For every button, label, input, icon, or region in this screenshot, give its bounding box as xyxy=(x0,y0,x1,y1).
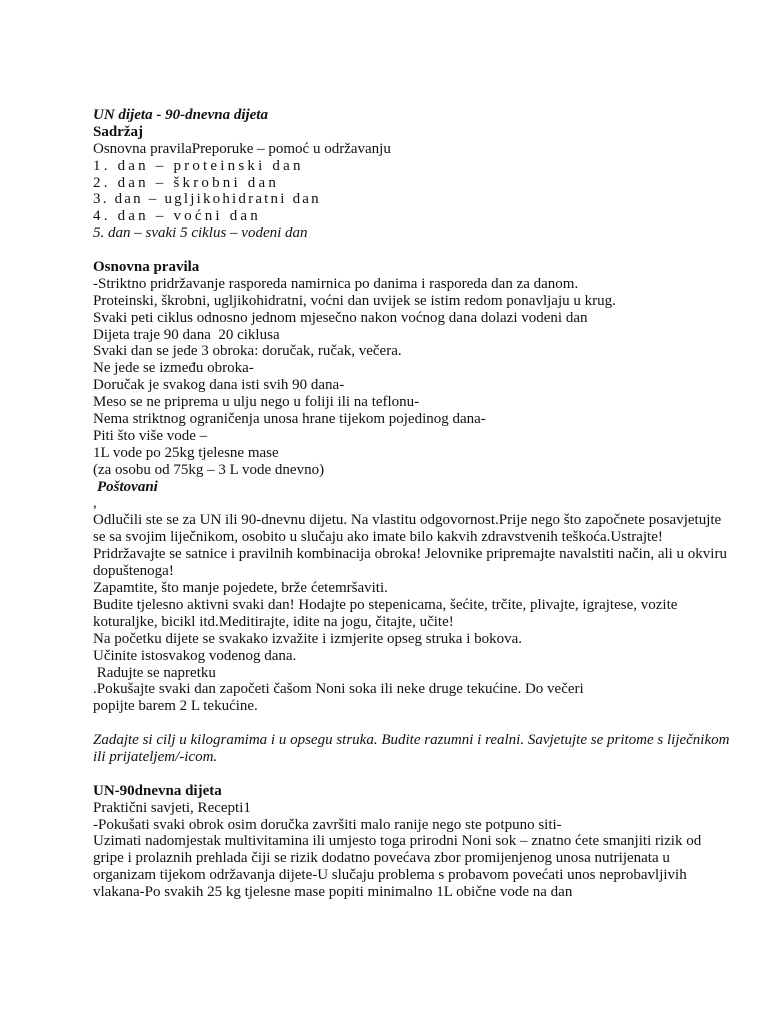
body-paragraph: Učinite istosvakog vodenog dana. xyxy=(93,647,297,664)
rule-line: -Striktno pridržavanje rasporeda namirnica po danima i rasporeda dan za danom. xyxy=(93,275,579,292)
rule-line: Dijeta traje 90 dana 20 ciklusa xyxy=(93,326,280,343)
document-title: UN dijeta - 90-dnevna dijeta xyxy=(93,107,268,123)
body-paragraph: Zapamtite, što manje pojedete, brže ćetemršaviti. xyxy=(93,580,388,596)
body-paragraph: Odlučili ste se za UN ili 90-dnevnu dijetu. Na vlastitu odgovornost.Prije nego što započnete posavjetujte se sa svojim liječnikom, osobito u slučaju ako imate bilo kakvih zdravstvenih teškoća.Ustrajte! Pridržavajte se satnice i pravilnih kombinacija obroka! Jelovnike pripremajte navalstiti način, ali u okviru dopuštenoga! xyxy=(93,512,727,580)
rule-line: Svaki peti ciklus odnosno jednom mjesečno nakon voćnog dana dolazi vodeni dan xyxy=(93,309,588,326)
rule-line: Ne jede se između obroka- xyxy=(93,360,254,377)
rule-line: 1L vode po 25kg tjelesne mase xyxy=(93,444,279,461)
body-paragraph: .Pokušajte svaki dan započeti čašom Noni soka ili neke druge tekućine. Do večeri xyxy=(93,681,584,698)
greeting-comma: , xyxy=(93,495,97,512)
rule-line: Proteinski, škrobni, ugljikohidratni, voćni dan uvijek se istim redom ponavljaju u krug. xyxy=(93,292,616,309)
rule-line: (za osobu od 75kg – 3 L vode dnevno) xyxy=(93,461,325,478)
section2-paragraph: Uzimati nadomjestak multivitamina ili umjesto toga prirodni Noni sok – znatno ćete smanjiti rizik od gripe i prolaznih prehlada čiji se rizik dodatno povećava zbor promijenjenog unosa nutrijenata u organizam tijekom održavanja dijete-U slučaju problema s probavom povećati unos neprobavljivih vlakana-Po svakih 25 kg tjelesne mase popiti minimalno 1L obične vode na dan xyxy=(93,833,702,901)
body-paragraph: popijte barem 2 L tekućine. xyxy=(93,698,258,715)
italic-note: Zadajte si cilj u kilogramima i u opsegu struka. Budite razumni i realni. Savjetujte se pritome s liječnikom ili prijateljem/-icom. xyxy=(93,732,730,765)
body-paragraph: Na početku dijete se svakako izvažite i izmjerite opseg struka i bokova. xyxy=(93,630,523,647)
rule-line: Meso se ne priprema u ulju nego u foliji ili na teflonu- xyxy=(93,394,420,411)
toc-item: 2. dan – škrobni dan xyxy=(93,174,280,191)
greeting: Poštovani xyxy=(97,478,158,495)
document-page xyxy=(93,107,733,901)
rule-line: Svaki dan se jede 3 obroka: doručak, ručak, večera. xyxy=(93,343,402,360)
rules-heading: Osnovna pravila xyxy=(93,259,200,276)
toc-item: 4. dan – voćni dan xyxy=(93,208,261,225)
spacer xyxy=(93,242,733,259)
toc-item: Osnovna pravilaPreporuke – pomoć u održavanju xyxy=(93,140,391,157)
section2-subtitle: Praktični savjeti, Recepti1 xyxy=(93,799,251,816)
rule-line: Nema striktnog ograničenja unosa hrane tijekom pojedinog dana- xyxy=(93,411,486,428)
toc-item: 5. dan – svaki 5 ciklus – vodeni dan xyxy=(93,225,308,242)
rule-line: Doručak je svakog dana isti svih 90 dana- xyxy=(93,377,345,394)
spacer xyxy=(93,766,733,783)
toc-item: 1. dan – proteinski dan xyxy=(93,157,304,174)
spacer xyxy=(93,715,733,732)
section2-heading: UN-90dnevna dijeta xyxy=(93,782,222,799)
body-paragraph: Radujte se napretku xyxy=(93,664,216,681)
section2-line: -Pokušati svaki obrok osim doručka završiti malo ranije nego ste potpuno siti- xyxy=(93,816,562,833)
toc-item: 3. dan – ugljikohidratni dan xyxy=(93,191,321,208)
body-paragraph: Budite tjelesno aktivni svaki dan! Hodajte po stepenicama, šećite, trčite, plivajte, igrajtese, vozite koturaljke, bicikl itd.Meditirajte, idite na jogu, čitajte, učite! xyxy=(93,596,678,630)
toc-heading: Sadržaj xyxy=(93,123,143,140)
rule-line: Piti što više vode – xyxy=(93,427,208,444)
